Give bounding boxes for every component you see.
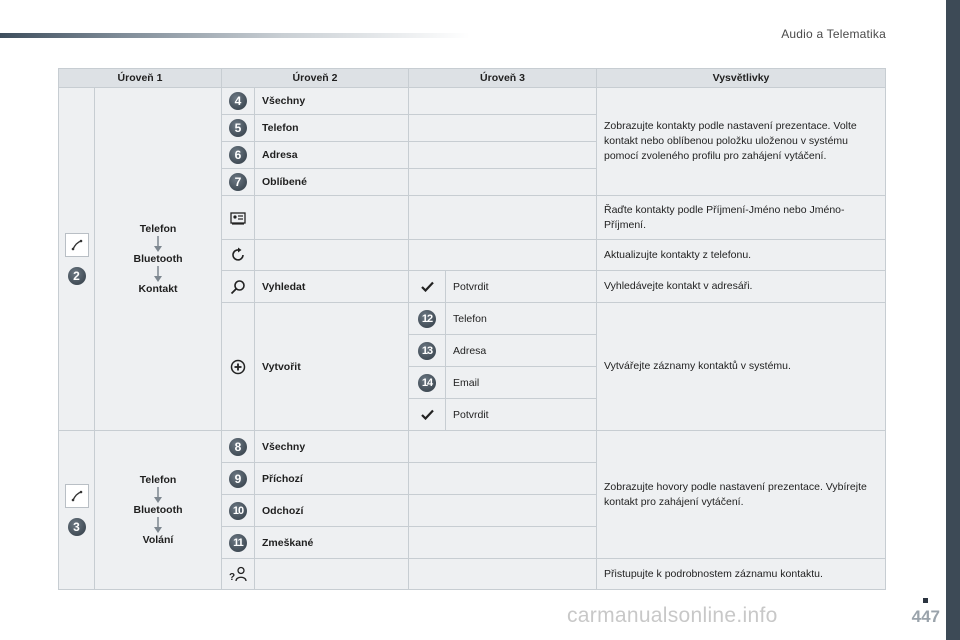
level1-cell-calls <box>59 431 95 590</box>
arrow-down-icon <box>153 265 163 283</box>
menu-item-create-email[interactable]: Email <box>446 367 597 399</box>
col-header-level3: Úroveň 3 <box>409 69 597 88</box>
arrow-down-icon <box>153 516 163 534</box>
sort-contacts-icon[interactable] <box>230 211 246 225</box>
icon-cell <box>222 559 255 590</box>
icon-cell <box>222 303 255 431</box>
menu-item-incoming[interactable]: Příchozí <box>255 463 409 495</box>
path-step-bluetooth: Bluetooth <box>133 253 183 265</box>
phone-icon <box>65 484 89 508</box>
section-title: Audio a Telematika <box>781 27 886 41</box>
path-step-kontakt: Kontakt <box>138 283 178 295</box>
callout-badge: 2 <box>68 267 86 285</box>
table-row <box>59 88 886 115</box>
callout-badge: 7 <box>229 173 247 191</box>
badge-cell <box>222 115 255 142</box>
table-header-row <box>59 69 886 88</box>
icon-cell <box>409 399 446 431</box>
level1-path-calls <box>95 431 222 590</box>
menu-item-search-confirm[interactable]: Potvrdit <box>446 271 597 303</box>
callout-badge: 12 <box>418 310 436 328</box>
callout-badge: 14 <box>418 374 436 392</box>
level1-path-contacts <box>95 88 222 431</box>
callout-badge: 9 <box>229 470 247 488</box>
checkmark-icon[interactable] <box>421 281 434 292</box>
sort-description: Řaďte kontakty podle Příjmení-Jméno nebo Jméno-Příjmení. <box>597 196 886 240</box>
menu-table <box>58 68 886 590</box>
callout-badge: 4 <box>229 92 247 110</box>
menu-item-create-phone[interactable]: Telefon <box>446 303 597 335</box>
calls-view-description: Zobrazujte hovory podle nastavení prezentace. Vybírejte kontakt pro zahájení vytáčení. <box>597 431 886 559</box>
callout-badge: 8 <box>229 438 247 456</box>
path-step-telefon: Telefon <box>139 474 177 486</box>
badge-cell <box>222 527 255 559</box>
phone-icon <box>65 233 89 257</box>
callout-badge: 11 <box>229 534 247 552</box>
path-step-calls: Volání <box>142 534 174 546</box>
detail-description: Přistupujte k podrobnostem záznamu kontaktu. <box>597 559 886 590</box>
header-gradient-bar <box>0 33 470 38</box>
badge-cell <box>222 431 255 463</box>
callout-badge: 5 <box>229 119 247 137</box>
col-header-level2: Úroveň 2 <box>222 69 409 88</box>
callout-badge: 13 <box>418 342 436 360</box>
callout-badge: 10 <box>229 502 247 520</box>
path-step-bluetooth: Bluetooth <box>133 504 183 516</box>
menu-item-phone[interactable]: Telefon <box>255 115 409 142</box>
callout-badge: 3 <box>68 518 86 536</box>
callout-badge: 6 <box>229 146 247 164</box>
icon-cell <box>222 240 255 271</box>
menu-item-all[interactable]: Všechny <box>255 88 409 115</box>
menu-item-create-address[interactable]: Adresa <box>446 335 597 367</box>
badge-cell <box>409 367 446 399</box>
contact-details-icon[interactable] <box>228 566 248 582</box>
arrow-down-icon <box>153 235 163 253</box>
table-row <box>59 431 886 463</box>
icon-cell <box>222 196 255 240</box>
menu-item-search[interactable]: Vyhledat <box>255 271 409 303</box>
col-header-explanations: Vysvětlivky <box>597 69 886 88</box>
search-description: Vyhledávejte kontakt v adresáři. <box>597 271 886 303</box>
col-header-level1: Úroveň 1 <box>59 69 222 88</box>
refresh-icon[interactable] <box>230 247 246 263</box>
menu-item-address[interactable]: Adresa <box>255 142 409 169</box>
svg-text:?: ? <box>229 572 236 582</box>
menu-item-all-calls[interactable]: Všechny <box>255 431 409 463</box>
page-edge-strip <box>946 0 960 640</box>
badge-cell <box>222 142 255 169</box>
icon-cell <box>222 271 255 303</box>
add-circle-icon[interactable] <box>230 359 246 375</box>
level1-cell-contacts <box>59 88 95 431</box>
page-marker <box>923 598 928 603</box>
badge-cell <box>222 88 255 115</box>
badge-cell <box>409 303 446 335</box>
badge-cell <box>222 169 255 196</box>
menu-item-outgoing[interactable]: Odchozí <box>255 495 409 527</box>
arrow-down-icon <box>153 486 163 504</box>
create-description: Vytvářejte záznamy kontaktů v systému. <box>597 303 886 431</box>
menu-item-create[interactable]: Vytvořit <box>255 303 409 431</box>
menu-item-missed[interactable]: Zmeškané <box>255 527 409 559</box>
search-icon[interactable] <box>230 279 246 295</box>
page-number: 447 <box>911 607 940 626</box>
watermark: carmanualsonline.info <box>567 604 778 627</box>
checkmark-icon[interactable] <box>421 409 434 420</box>
menu-item-create-confirm[interactable]: Potvrdit <box>446 399 597 431</box>
icon-cell <box>409 271 446 303</box>
contacts-view-description: Zobrazujte kontakty podle nastavení prezentace. Volte kontakt nebo oblíbenou položku uloženou v systému pomocí zvoleného profilu pro zahájení vytáčení. <box>597 88 886 196</box>
badge-cell <box>222 495 255 527</box>
badge-cell <box>222 463 255 495</box>
menu-item-favorites[interactable]: Oblíbené <box>255 169 409 196</box>
refresh-description: Aktualizujte kontakty z telefonu. <box>597 240 886 271</box>
badge-cell <box>409 335 446 367</box>
path-step-telefon: Telefon <box>139 223 177 235</box>
